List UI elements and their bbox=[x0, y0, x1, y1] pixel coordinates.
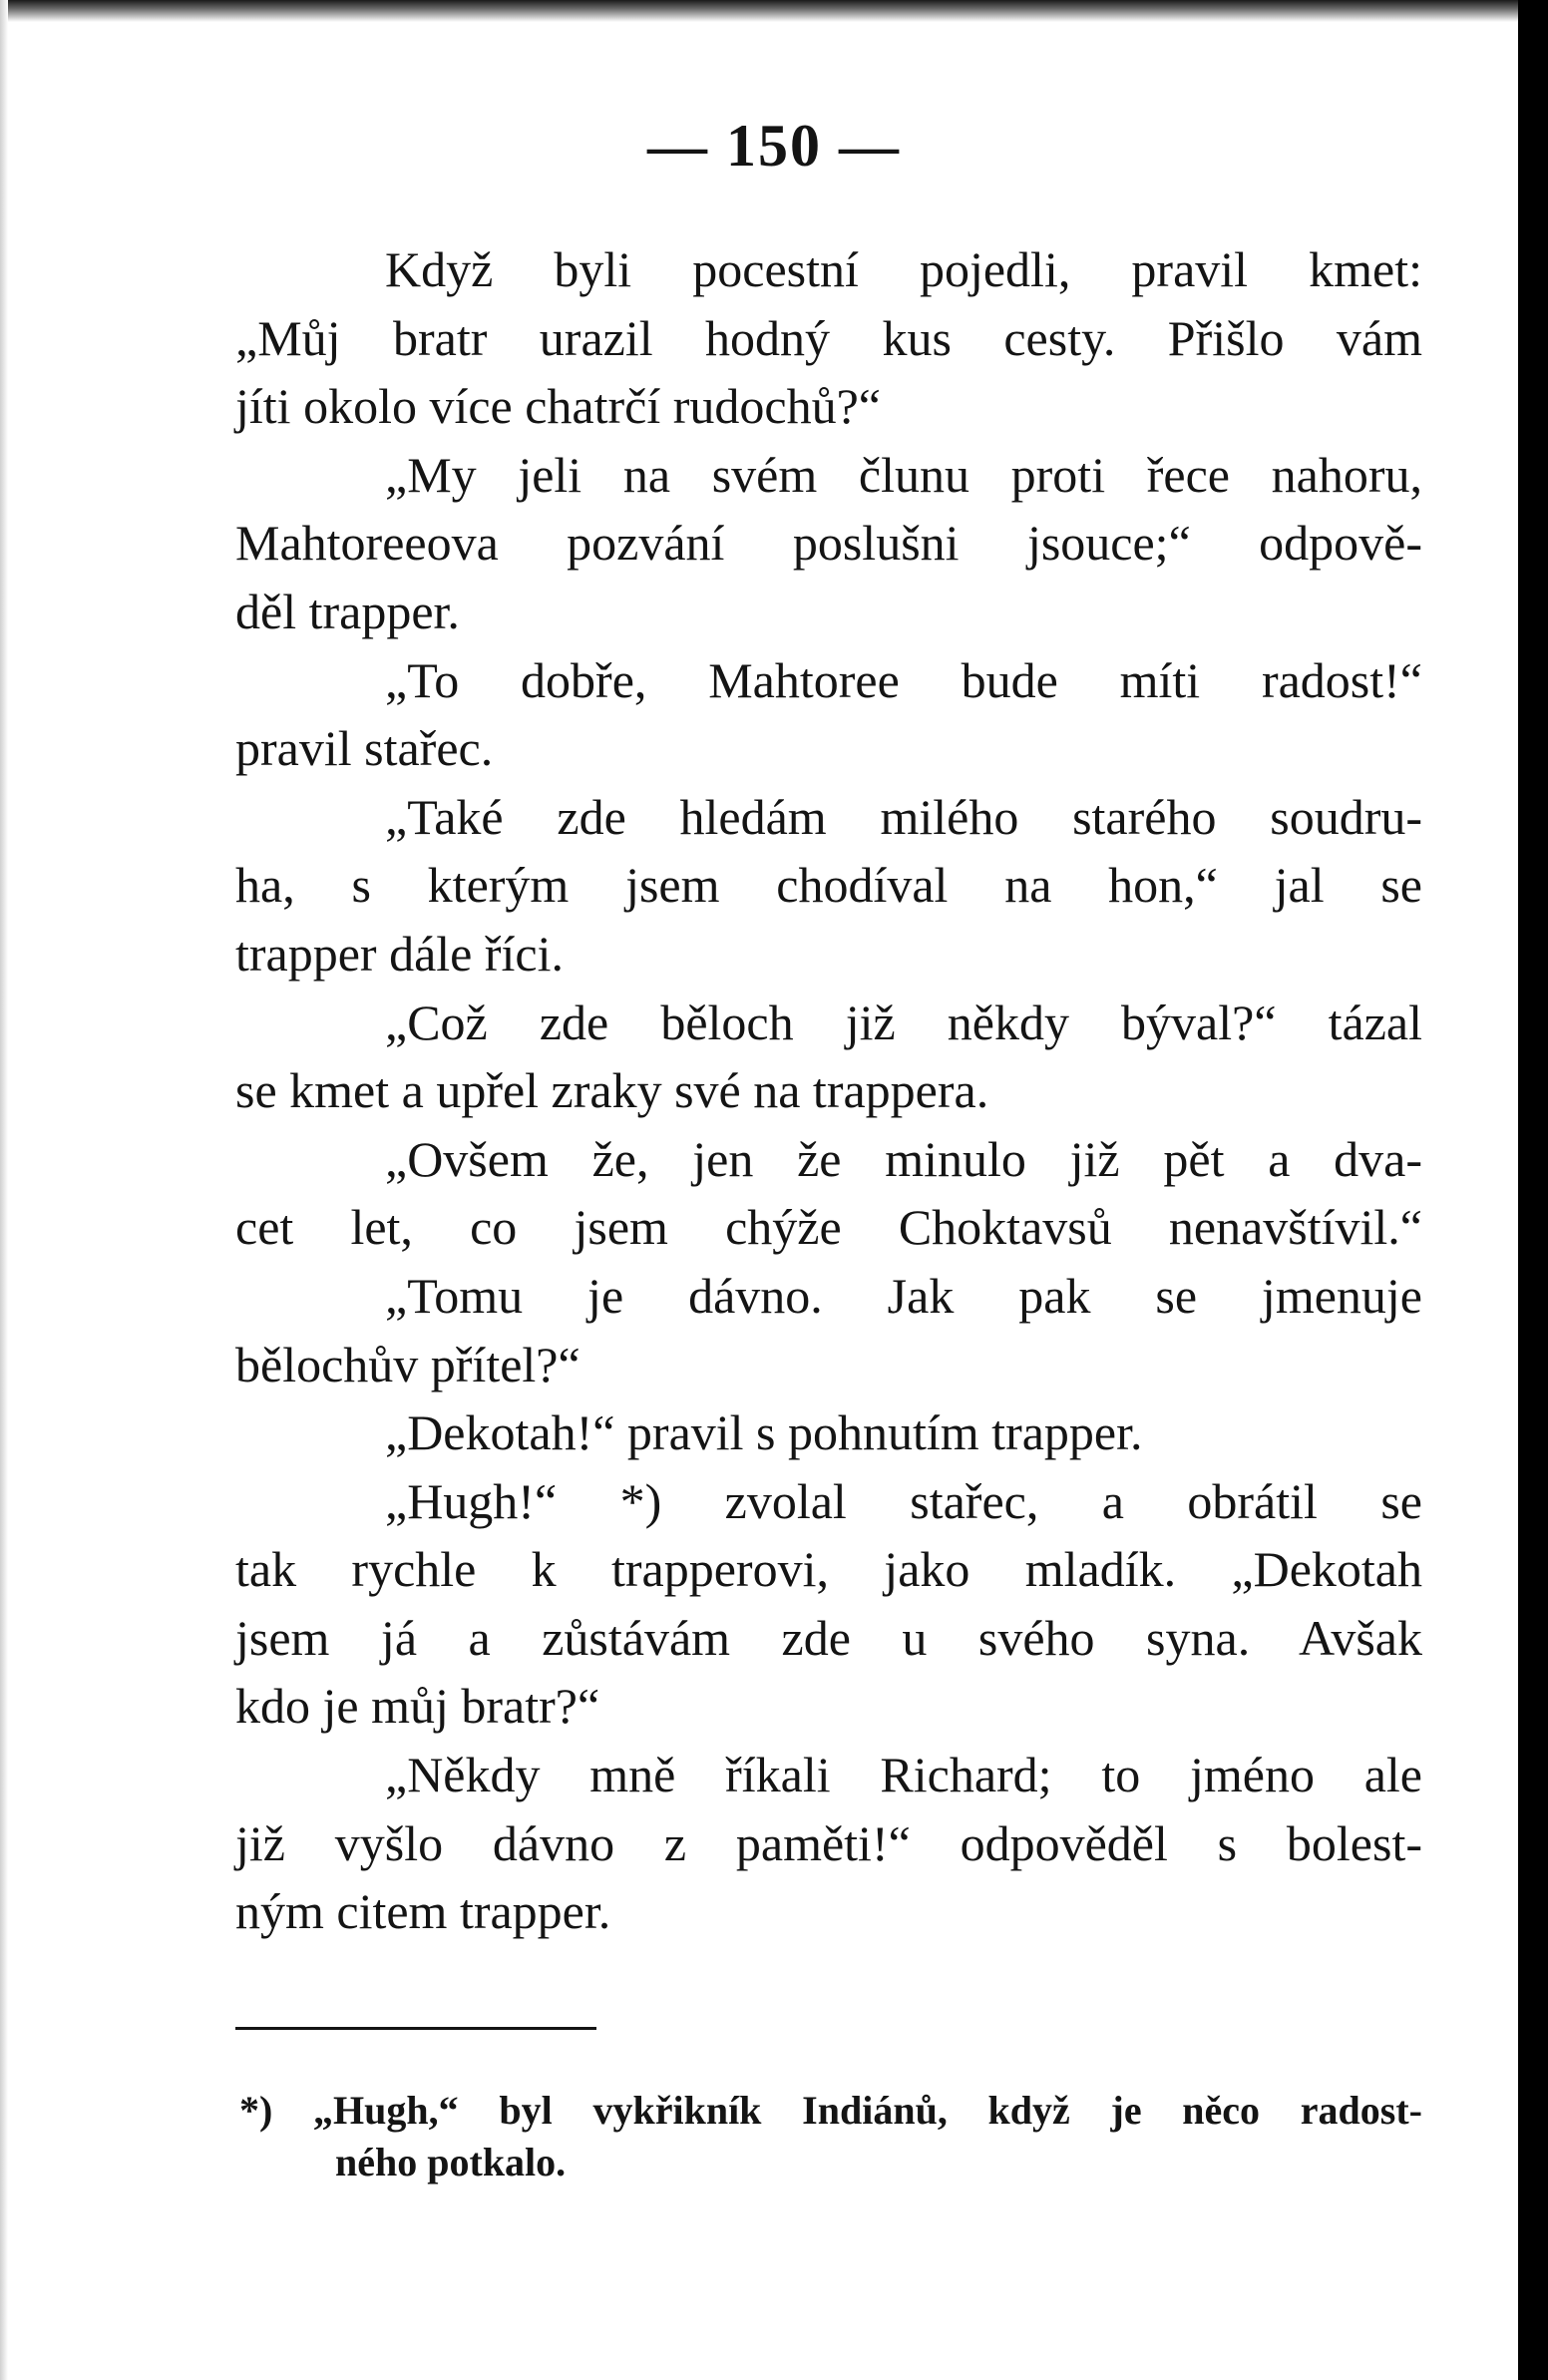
paragraph bbox=[235, 783, 1422, 989]
text-line: „Také zde hledám milého starého soudru- bbox=[385, 788, 1422, 845]
text-line: „Hugh!“ *) zvolal stařec, a obrátil se bbox=[385, 1472, 1422, 1529]
text-line: již vyšlo dávno z paměti!“ odpověděl s bolest- bbox=[235, 1814, 1422, 1871]
text-line: „Můj bratr urazil hodný kus cesty. Přišlo vám bbox=[235, 309, 1422, 366]
paragraph bbox=[235, 989, 1422, 1125]
footnote-rule bbox=[235, 2027, 596, 2030]
paragraph bbox=[235, 1125, 1422, 1262]
text-line: kdo je můj bratr?“ bbox=[235, 1678, 600, 1735]
text-line: „Ovšem že, jen že minulo již pět a dva- bbox=[385, 1130, 1422, 1187]
paragraph bbox=[235, 1741, 1422, 1946]
text-line: „To dobře, Mahtoree bude míti radost!“ bbox=[385, 651, 1422, 708]
text-line: „Což zde běloch již někdy býval?“ tázal bbox=[385, 993, 1422, 1050]
text-line: Když byli pocestní pojedli, pravil kmet: bbox=[385, 241, 1422, 297]
text-line: bělochův přítel?“ bbox=[235, 1336, 580, 1392]
text-line: tak rychle k trapperovi, jako mladík. „Dekotah bbox=[235, 1541, 1422, 1598]
footnote bbox=[239, 2085, 1422, 2188]
scan-edge-top bbox=[0, 0, 1548, 22]
text-line: jsem já a zůstávám zde u svého syna. Avšak bbox=[235, 1609, 1422, 1666]
paragraph bbox=[235, 1398, 1422, 1467]
text-line: trapper dále říci. bbox=[235, 925, 564, 982]
page-number: — 150 — bbox=[647, 113, 901, 179]
text-line: pravil stařec. bbox=[235, 720, 494, 777]
paragraph bbox=[235, 1467, 1422, 1741]
scan-edge-left bbox=[0, 0, 8, 2380]
text-line: Mahtoreeova pozvání poslušni jsouce;“ odpově- bbox=[235, 515, 1422, 572]
paragraph bbox=[235, 1262, 1422, 1398]
text-line: ným citem trapper. bbox=[235, 1883, 611, 1940]
paragraph bbox=[235, 235, 1422, 441]
text-line: se kmet a upřel zraky své na trappera. bbox=[235, 1062, 989, 1119]
text-line: ha, s kterým jsem chodíval na hon,“ jal se bbox=[235, 857, 1422, 914]
footnote-line: *) „Hugh,“ byl vykřikník Indiánů, když je něco radost- bbox=[239, 2088, 1422, 2133]
text-line: děl trapper. bbox=[235, 583, 460, 639]
text-line: „Dekotah!“ pravil s pohnutím trapper. bbox=[385, 1404, 1143, 1461]
text-line: cet let, co jsem chýže Choktavsů nenavštívil.“ bbox=[235, 1199, 1422, 1256]
text-line: „Někdy mně říkali Richard; to jméno ale bbox=[385, 1747, 1422, 1803]
paragraph bbox=[235, 441, 1422, 646]
paragraph bbox=[235, 646, 1422, 783]
text-line: „Tomu je dávno. Jak pak se jmenuje bbox=[385, 1267, 1422, 1324]
text-line: jíti okolo více chatrčí rudochů?“ bbox=[235, 378, 881, 435]
scan-edge-right bbox=[1518, 0, 1548, 2380]
text-line: „My jeli na svém člunu proti řece nahoru, bbox=[385, 446, 1422, 503]
body-text bbox=[235, 235, 1422, 1946]
footnote-line: ného potkalo. bbox=[335, 2140, 567, 2184]
